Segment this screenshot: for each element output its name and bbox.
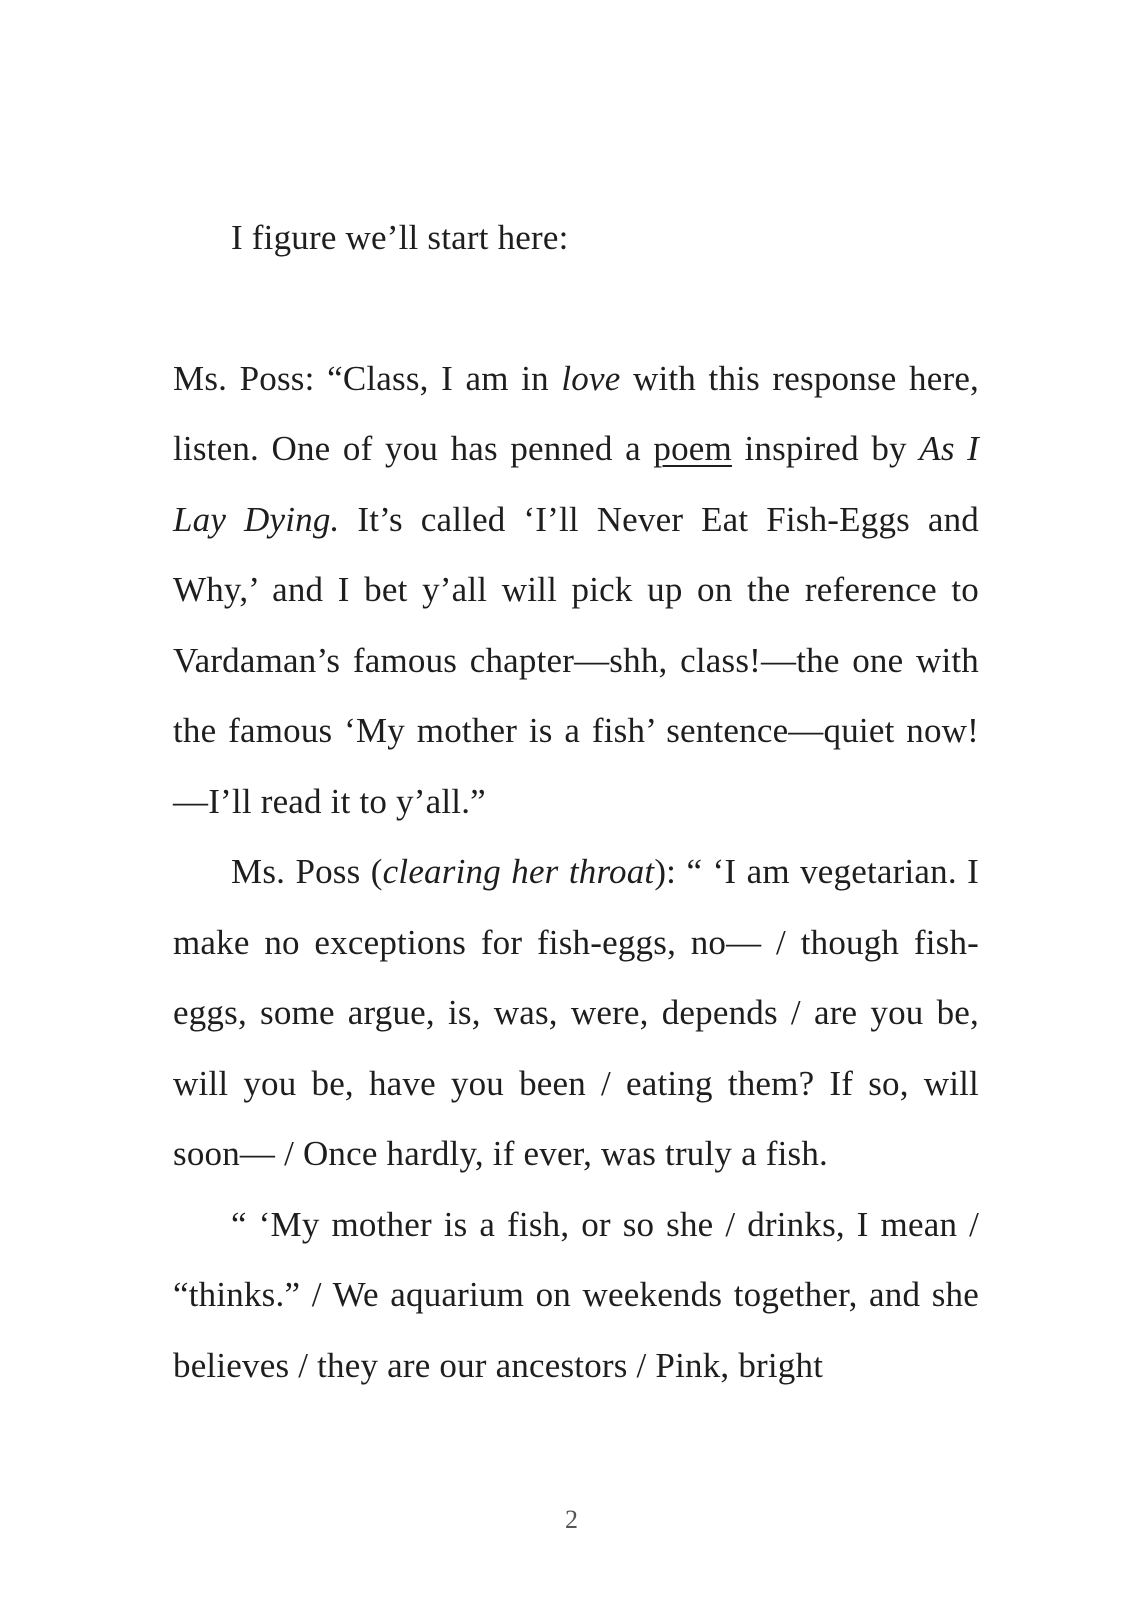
- paragraph-class-announcement: [173, 344, 979, 838]
- page-number: 2: [565, 1505, 578, 1534]
- paragraph-1-text-a: Ms. Poss: “Class, I am in: [173, 358, 562, 398]
- paragraph-1-text-c: inspired by: [731, 429, 920, 468]
- stage-direction: clearing her throat: [382, 852, 655, 891]
- paragraph-1-text-b: with this response here, listen. One of you has penned a: [173, 358, 979, 468]
- paragraph-2-text-b: ): “ ‘I am vegetarian. I make no exceptions for fish-eggs, no— / though fish-eggs, some argue, is, was, were, depends / are you be, will you be, have you been / eating them? If so, will soon— / Once hardly, if ever, was truly a fish.: [173, 852, 979, 1173]
- body-text: [173, 203, 979, 1401]
- emphasis-love: love: [561, 358, 621, 398]
- paragraph-poem-continued: “ ‘My mother is a fish, or so she / drinks, I mean / “thinks.” / We aquarium on weekends together, and she believes / they are our ancestors / Pink, bright: [173, 1204, 979, 1385]
- book-title-as-i-lay-dying: As I Lay Dying.: [173, 429, 979, 539]
- underlined-poem: poem: [653, 429, 732, 468]
- opening-line: I figure we’ll start here:: [231, 218, 569, 257]
- paragraph-1-text-d: It’s called ‘I’ll Never Eat Fish-Eggs and Why,’ and I bet y’all will pick up on the reference to Vardaman’s famous chapter—shh, class!—the one with the famous ‘My mother is a fish’ sentence—quiet now!—I’ll read it to y’all.”: [173, 499, 979, 821]
- paragraph-poem-reading: [173, 837, 979, 1190]
- paragraph-2-text-a: Ms. Poss (: [231, 852, 383, 891]
